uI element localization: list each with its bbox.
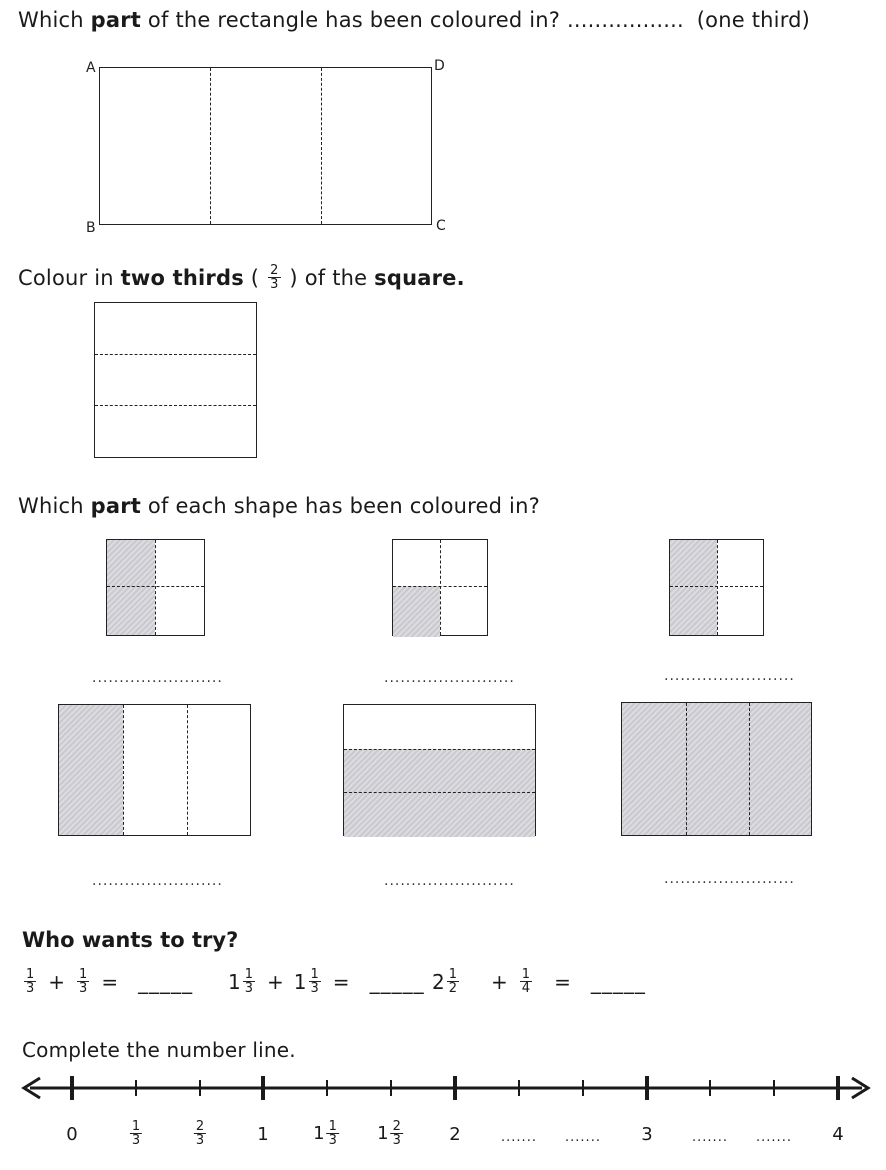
equals-sign: = [101,969,119,994]
fraction: $\frac{1}{3}$ [26,967,35,996]
divider-line [95,405,256,406]
tick-label-blank[interactable]: ....... [565,1130,601,1145]
corner-b: B [86,220,96,236]
divider-line [344,792,535,793]
answer-line[interactable]: ........................ [664,871,795,887]
fraction-two-thirds: $\frac{2}{3}$ [270,263,279,292]
q1-pre: Which [18,8,91,32]
answer-line[interactable]: ........................ [92,670,223,686]
thirds-rectangle-1 [58,704,251,836]
divider-line [344,749,535,750]
tick-label-1: 1 [257,1124,269,1145]
tick-label-blank[interactable]: ....... [692,1130,728,1145]
quarter-square-1 [106,539,205,636]
q2-bold-square: square. [374,265,465,290]
question-3-text [18,494,540,518]
corner-c: C [436,218,446,234]
number-line [0,1068,886,1108]
q2-bold-two-thirds: two thirds [120,265,244,290]
shaded-region [670,540,717,635]
quarter-square-2 [392,539,488,636]
expression-1 [22,968,193,995]
q2-open-paren: ( [243,265,267,290]
answer-line[interactable]: ........................ [384,873,515,889]
shaded-region [622,703,811,835]
rectangle-abcd [99,67,432,225]
divider-line [321,68,322,224]
shaded-region [344,749,535,837]
q3-bold: part [90,494,142,518]
answer-blank[interactable]: _____ [369,969,425,994]
thirds-rectangle-3 [621,702,812,836]
thirds-rectangle-2 [343,704,536,836]
q2-pre: Colour in [18,265,121,290]
question-1-text [18,8,810,32]
tick-label-one-and-one-third: 1 $\frac{1}{3}$ [313,1119,337,1148]
equals-sign: = [554,969,571,994]
tick-label-two-thirds: $\frac{2}{3}$ [195,1119,205,1148]
tick-label-3: 3 [641,1124,653,1145]
tick-label-0: 0 [66,1124,78,1145]
mixed-number: 1 $\frac{1}{3}$ [293,967,319,996]
answer-blank[interactable]: _____ [590,969,646,994]
question-2-text [18,264,465,291]
square-to-colour[interactable] [94,302,257,458]
divider-line [749,703,750,835]
divider-line [187,705,188,835]
plus-sign: + [491,969,508,994]
answer-line[interactable]: ........................ [384,670,515,686]
corner-d: D [434,58,445,74]
tick-label-blank[interactable]: ....... [756,1130,792,1145]
plus-sign: + [267,969,284,994]
divider-line [686,703,687,835]
equals-sign: = [332,969,350,994]
q2-close: ) of the [282,265,375,290]
shaded-region [59,705,123,835]
divider-line [670,586,763,587]
q1-bold: part [90,8,142,32]
mixed-number: 1 $\frac{1}{3}$ [228,967,254,996]
fraction: $\frac{1}{3}$ [79,967,88,996]
answer-line[interactable]: ........................ [664,668,795,684]
plus-sign: + [48,969,66,994]
q1-answer: (one third) [696,8,811,32]
try-heading: Who wants to try? [22,928,239,952]
divider-line [210,68,211,224]
tick-label-blank[interactable]: ....... [501,1130,537,1145]
fraction: $\frac{1}{4}$ [521,967,531,996]
answer-line[interactable]: ........................ [92,873,223,889]
mixed-number: 2 $\frac{1}{2}$ [432,967,458,996]
divider-line [393,586,487,587]
divider-line [440,540,441,635]
divider-line [717,540,718,635]
divider-line [155,540,156,635]
answer-blank[interactable]: _____ [138,969,194,994]
tick-label-4: 4 [832,1124,844,1145]
shaded-region [393,586,440,637]
expression-2 [228,968,425,995]
expression-3 [432,968,646,995]
divider-line [123,705,124,835]
divider-line [107,586,204,587]
numberline-instruction: Complete the number line. [22,1038,296,1062]
corner-a: A [86,60,96,76]
tick-label-2: 2 [449,1124,461,1145]
quarter-square-3 [669,539,764,636]
q3-pre: Which [18,494,91,518]
divider-line [95,354,256,355]
tick-label-one-and-two-thirds: 1 $\frac{2}{3}$ [377,1119,401,1148]
q1-post: of the rectangle has been coloured in? ................. [141,8,684,32]
q3-post: of each shape has been coloured in? [141,494,540,518]
tick-label-one-third: $\frac{1}{3}$ [131,1119,141,1148]
shaded-region [107,540,155,635]
